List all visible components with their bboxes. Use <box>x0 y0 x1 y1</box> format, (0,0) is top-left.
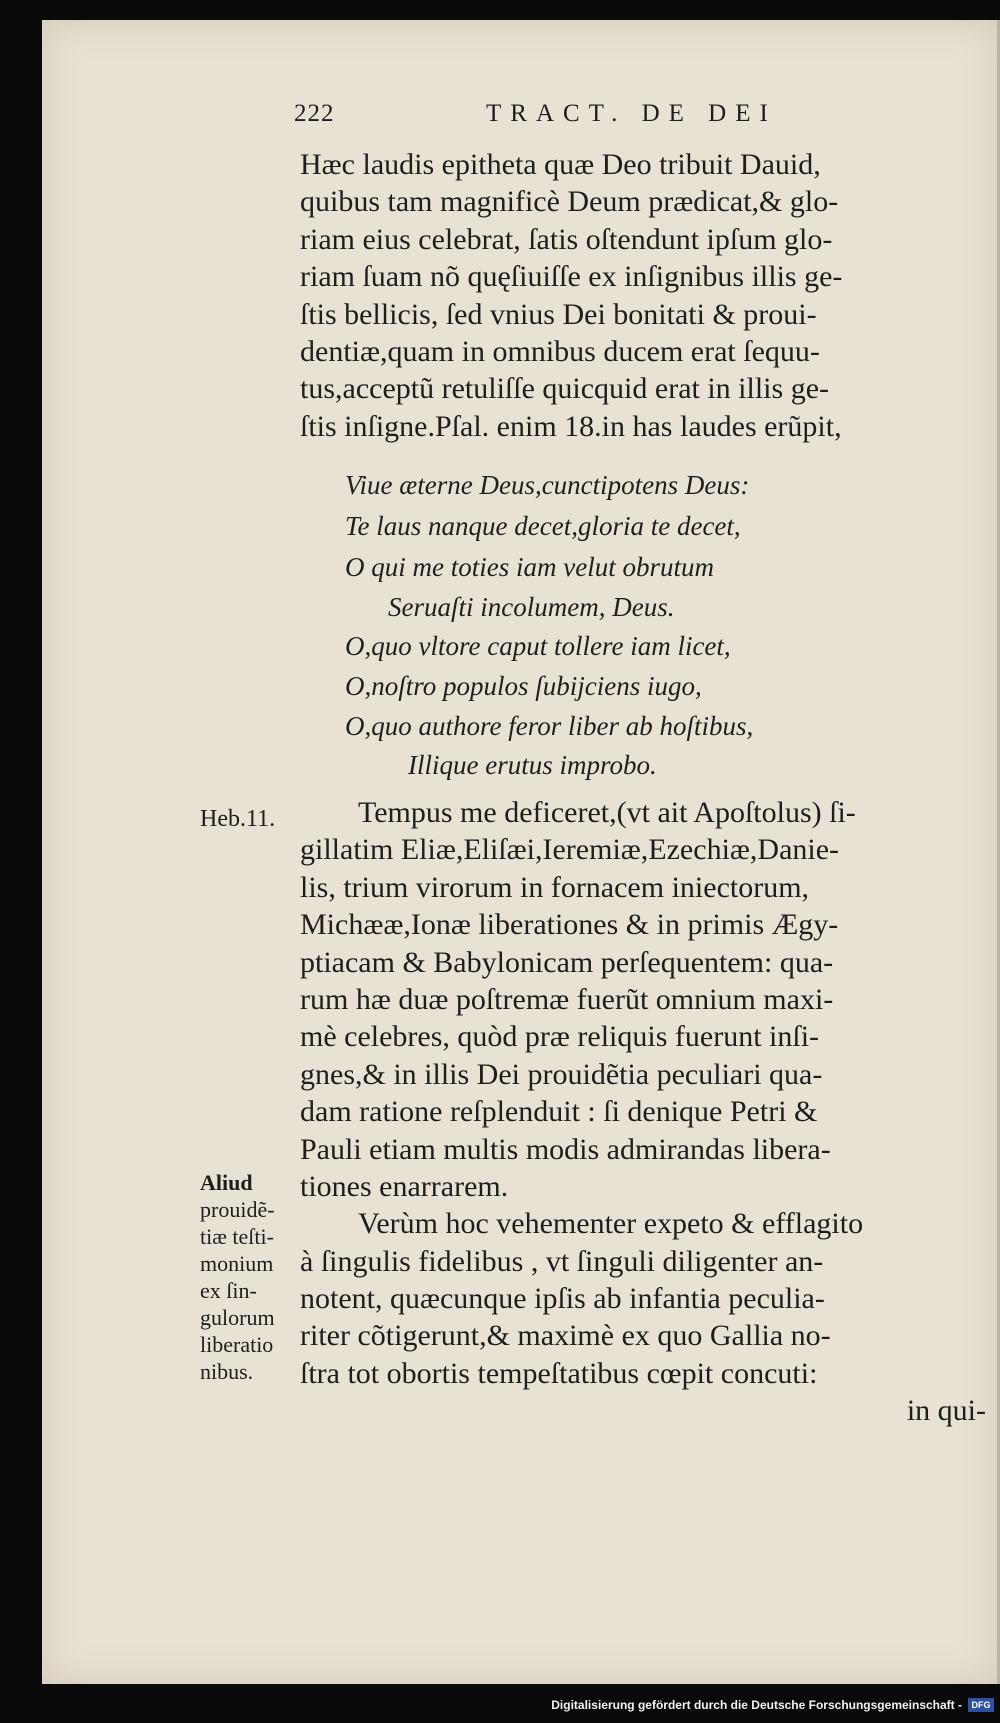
verse-line: O qui me toties iam velut obrutum <box>345 552 714 582</box>
margin-note-heb: Heb.11. <box>200 806 276 832</box>
text-line: ptiacam & Babylonicam perſequentem: qua- <box>300 945 834 979</box>
text-line: à ſingulis fidelibus , vt ſinguli diligenter an- <box>300 1244 824 1278</box>
verse-line: O,quo vltore caput tollere iam licet, <box>345 631 731 661</box>
margin-note-aliud <box>200 1169 275 1385</box>
text-line: Hæc laudis epitheta quæ Deo tribuit Dauid, <box>300 148 821 181</box>
dfg-logo: DFG <box>968 1698 994 1712</box>
digitization-credit: Digitalisierung gefördert durch die Deutsche Forschungsgemeinschaft - <box>551 1698 962 1712</box>
verse-line: Te laus nanque decet,gloria te decet, <box>345 511 741 541</box>
page-number: 222 <box>294 100 335 127</box>
margin-note-line: monium <box>200 1251 274 1276</box>
text-line: rum hæ duæ poſtremæ fuerũt omnium maxi- <box>300 982 834 1016</box>
verse-line: O,noſtro populos ſubijciens iugo, <box>345 671 702 701</box>
text-line: ſtis inſigne.Pſal. enim 18.in has laudes erũpit, <box>300 409 842 443</box>
text-line: dam ratione reſplenduit : ſi denique Petri & <box>300 1095 818 1129</box>
text-line: quibus tam magnificè Deum prædicat,& glo- <box>300 185 839 219</box>
text-line: ſtra tot obortis tempeſtatibus cœpit concuti: <box>300 1356 818 1390</box>
catchword: in qui- <box>906 1394 986 1428</box>
text-line: Tempus me deficeret,(vt ait Apoſtolus) ſi- <box>358 796 856 829</box>
text-line: lis, trium virorum in fornacem iniectorum, <box>300 870 810 904</box>
verse-line: Seruaſti incolumem, Deus. <box>388 592 675 622</box>
text-line: mè celebres, quòd præ reliquis fuerunt inſi- <box>300 1020 820 1054</box>
text-line: riam eius celebrat, ſatis oſtendunt ipſum glo- <box>300 222 833 256</box>
margin-note-line: liberatio <box>200 1332 274 1357</box>
text-line: tus,acceptũ retuliſſe quicquid erat in illis ge- <box>300 372 829 406</box>
text-line: ſtis bellicis, ſed vnius Dei bonitati & proui- <box>300 297 817 331</box>
verse-line: Illique erutus improbo. <box>408 750 657 780</box>
verse-line: Viue æterne Deus,cunctipotens Deus: <box>345 470 750 500</box>
text-line: Verùm hoc vehementer expeto & efflagito <box>358 1207 864 1241</box>
text-line: gillatim Eliæ,Eliſæi,Ieremiæ,Ezechiæ,Danie- <box>300 833 840 867</box>
verse-line: O,quo authore feror liber ab hoſtibus, <box>345 711 754 741</box>
margin-note-line: prouidẽ- <box>200 1197 275 1222</box>
margin-note-line: Aliud <box>200 1170 253 1195</box>
text-line: tiones enarrarem. <box>300 1169 509 1203</box>
text-block-1 <box>300 146 990 445</box>
text-line: riam ſuam nõ quęſiuiſſe ex inſignibus illis ge- <box>300 260 843 294</box>
margin-note-line: ex ſin- <box>200 1278 257 1303</box>
text-line: riter cõtigerunt,& maximè ex quo Gallia no- <box>300 1319 831 1353</box>
text-line: dentiæ,quam in omnibus ducem erat ſequu- <box>300 334 820 368</box>
margin-note-line: gulorum <box>200 1305 275 1330</box>
margin-note-line: nibus. <box>200 1359 254 1384</box>
text-line: notent, quæcunque ipſis ab infantia peculia- <box>300 1282 825 1316</box>
text-line: gnes,& in illis Dei prouidẽtia peculiari qua- <box>300 1057 823 1091</box>
running-head: TRACT. DE DEI <box>486 100 777 127</box>
psalm-verse <box>0 466 1000 796</box>
text-line: Michææ,Ionæ liberationes & in primis Ægy- <box>300 908 839 942</box>
margin-note-line: tiæ teſti- <box>200 1224 274 1249</box>
text-line: Pauli etiam multis modis admirandas libera- <box>300 1132 831 1166</box>
text-block-2 <box>300 794 990 1430</box>
